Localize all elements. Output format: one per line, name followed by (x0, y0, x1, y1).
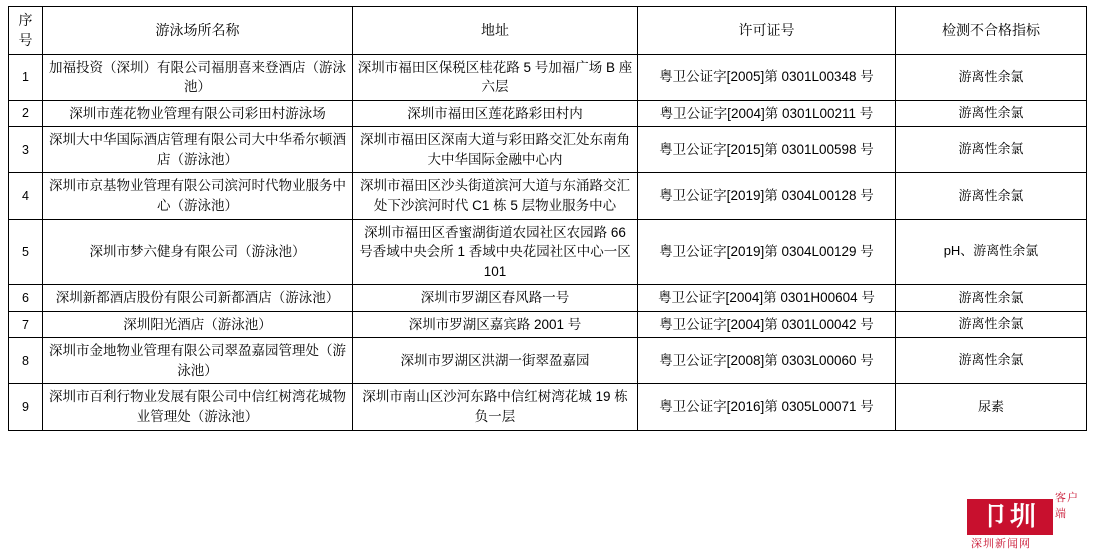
column-header-name: 游泳场所名称 (43, 7, 353, 55)
logo-mark-icon: 卩圳 (967, 499, 1053, 535)
cell-name: 深圳市莲花物业管理有限公司彩田村游泳场 (43, 100, 353, 127)
cell-index: 4 (9, 173, 43, 219)
swimming-venues-table (8, 6, 1087, 431)
cell-indicator: 游离性余氯 (896, 338, 1087, 384)
cell-license: 粤卫公证字[2019]第 0304L00128 号 (638, 173, 896, 219)
cell-name: 深圳大中华国际酒店管理有限公司大中华希尔顿酒店（游泳池） (43, 127, 353, 173)
cell-index: 8 (9, 338, 43, 384)
cell-address: 深圳市福田区深南大道与彩田路交汇处东南角大中华国际金融中心内 (353, 127, 638, 173)
table-row (9, 54, 1087, 100)
cell-index: 5 (9, 219, 43, 285)
cell-indicator: pH、游离性余氯 (896, 219, 1087, 285)
cell-name: 深圳市金地物业管理有限公司翠盈嘉园管理处（游泳池） (43, 338, 353, 384)
table-row (9, 127, 1087, 173)
cell-index: 1 (9, 54, 43, 100)
cell-index: 6 (9, 285, 43, 312)
cell-license: 粤卫公证字[2004]第 0301L00042 号 (638, 311, 896, 338)
table-body (9, 54, 1087, 430)
cell-license: 粤卫公证字[2008]第 0303L00060 号 (638, 338, 896, 384)
cell-license: 粤卫公证字[2019]第 0304L00129 号 (638, 219, 896, 285)
table-row (9, 384, 1087, 430)
cell-index: 7 (9, 311, 43, 338)
table-row (9, 100, 1087, 127)
logo-subtitle: 客户端 (1055, 492, 1079, 520)
column-header-license: 许可证号 (638, 7, 896, 55)
cell-index: 3 (9, 127, 43, 173)
cell-address: 深圳市南山区沙河东路中信红树湾花城 19 栋负一层 (353, 384, 638, 430)
cell-name: 深圳新都酒店股份有限公司新都酒店（游泳池） (43, 285, 353, 312)
logo-footer-text: 深圳新闻网 (971, 538, 1031, 550)
cell-name: 加福投资（深圳）有限公司福朋喜来登酒店（游泳池） (43, 54, 353, 100)
cell-name: 深圳市梦六健身有限公司（游泳池） (43, 219, 353, 285)
cell-index: 2 (9, 100, 43, 127)
cell-indicator: 游离性余氯 (896, 173, 1087, 219)
cell-license: 粤卫公证字[2004]第 0301L00211 号 (638, 100, 896, 127)
watermark-logo (967, 492, 1087, 551)
cell-indicator: 游离性余氯 (896, 311, 1087, 338)
cell-indicator: 游离性余氯 (896, 285, 1087, 312)
table-row (9, 338, 1087, 384)
cell-index: 9 (9, 384, 43, 430)
table-row (9, 311, 1087, 338)
cell-license: 粤卫公证字[2005]第 0301L00348 号 (638, 54, 896, 100)
cell-address: 深圳市福田区保税区桂花路 5 号加福广场 B 座六层 (353, 54, 638, 100)
cell-name: 深圳市百利行物业发展有限公司中信红树湾花城物业管理处（游泳池） (43, 384, 353, 430)
cell-indicator: 游离性余氯 (896, 54, 1087, 100)
cell-license: 粤卫公证字[2015]第 0301L00598 号 (638, 127, 896, 173)
cell-license: 粤卫公证字[2016]第 0305L00071 号 (638, 384, 896, 430)
cell-name: 深圳阳光酒店（游泳池） (43, 311, 353, 338)
cell-address: 深圳市罗湖区洪湖一街翠盈嘉园 (353, 338, 638, 384)
table-row (9, 219, 1087, 285)
table-row (9, 285, 1087, 312)
cell-address: 深圳市福田区莲花路彩田村内 (353, 100, 638, 127)
column-header-address: 地址 (353, 7, 638, 55)
cell-license: 粤卫公证字[2004]第 0301H00604 号 (638, 285, 896, 312)
cell-name: 深圳市京基物业管理有限公司滨河时代物业服务中心（游泳池） (43, 173, 353, 219)
table-container (8, 6, 1086, 431)
cell-indicator: 尿素 (896, 384, 1087, 430)
cell-address: 深圳市罗湖区春风路一号 (353, 285, 638, 312)
cell-address: 深圳市福田区香蜜湖街道农园社区农园路 66 号香域中央会所 1 香域中央花园社区中心一区 101 (353, 219, 638, 285)
cell-indicator: 游离性余氯 (896, 100, 1087, 127)
cell-address: 深圳市罗湖区嘉宾路 2001 号 (353, 311, 638, 338)
cell-indicator: 游离性余氯 (896, 127, 1087, 173)
table-row (9, 173, 1087, 219)
table-header-row (9, 7, 1087, 55)
cell-address: 深圳市福田区沙头街道滨河大道与东涌路交汇处下沙滨河时代 C1 栋 5 层物业服务中心 (353, 173, 638, 219)
column-header-indicator: 检测不合格指标 (896, 7, 1087, 55)
column-header-index: 序号 (9, 7, 43, 55)
